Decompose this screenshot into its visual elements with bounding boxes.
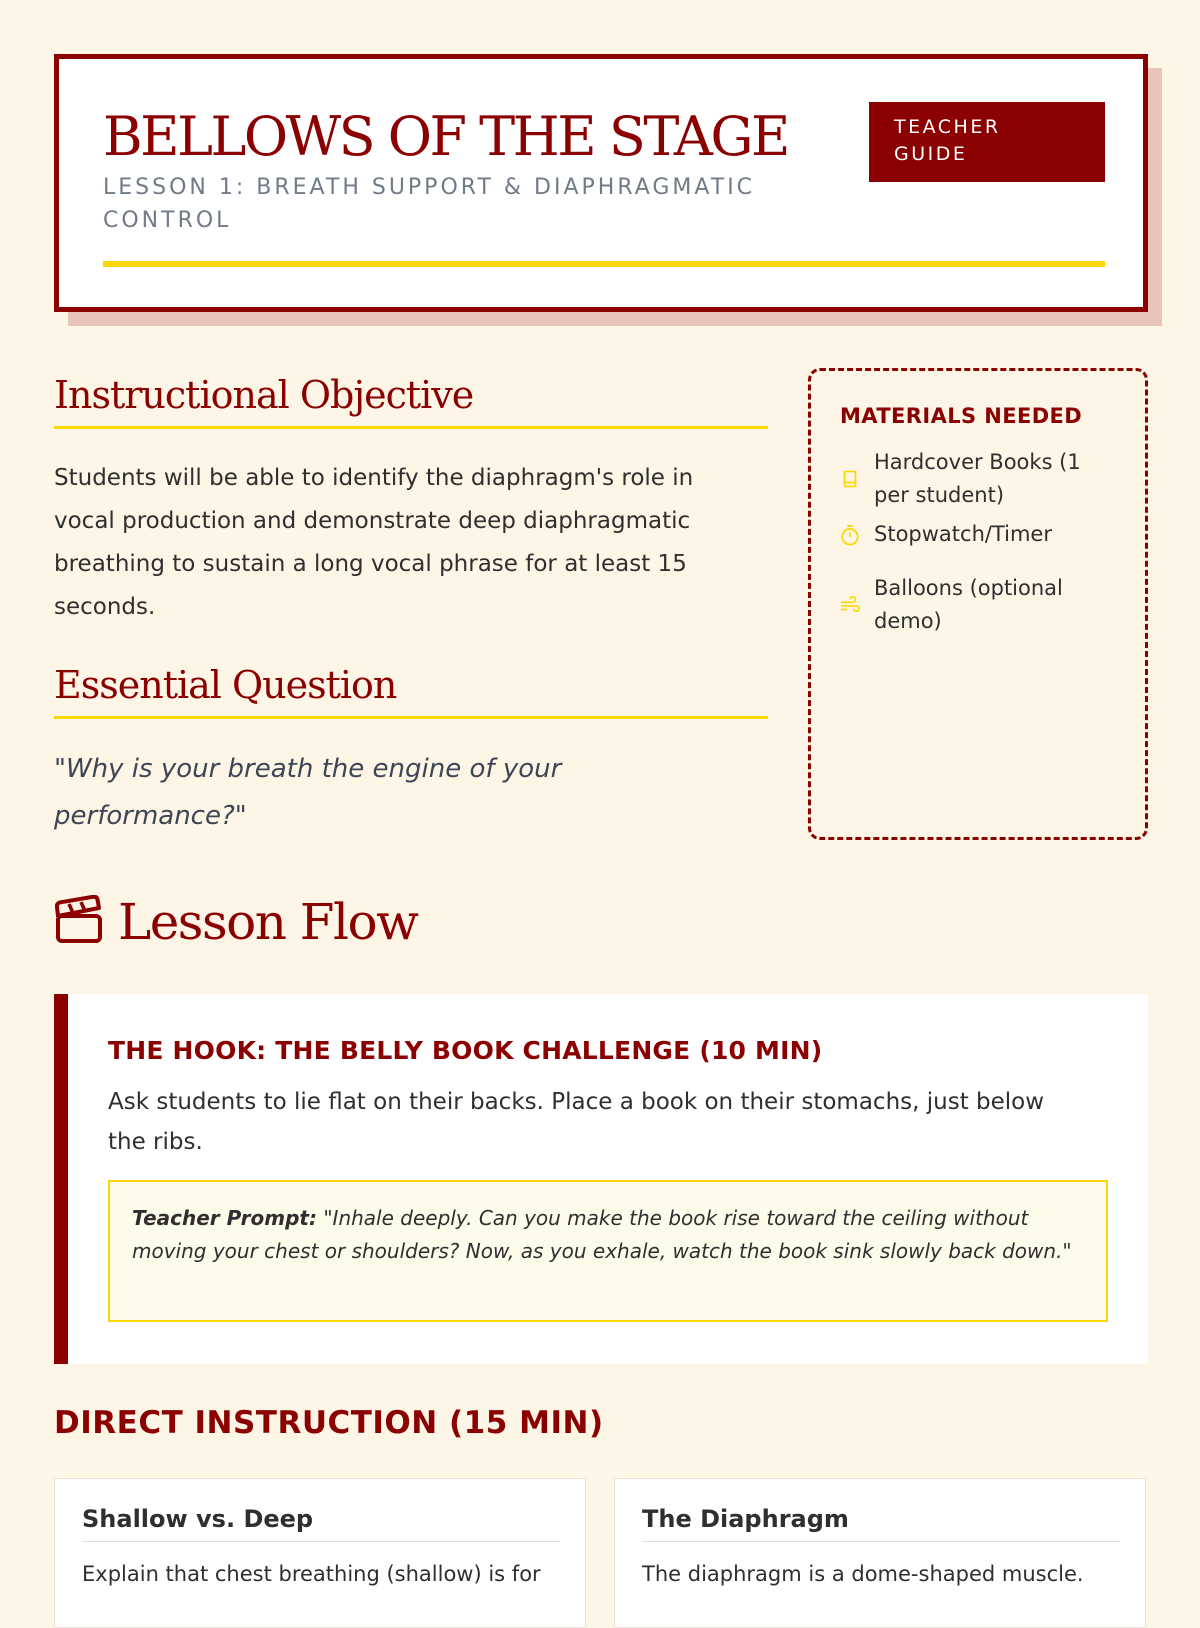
header-card [54,54,1148,312]
materials-title: MATERIALS NEEDED [840,404,1083,428]
material-label: Hardcover Books (1 per student) [874,450,1081,507]
wind-icon [840,596,860,614]
teacher-prompt-label: Teacher Prompt: [132,1206,317,1230]
book-icon [840,470,860,488]
materials-box [808,368,1148,840]
instruction-card-shallow-deep [54,1478,586,1628]
stopwatch-icon [840,523,860,547]
lesson-subtitle: LESSON 1: BREATH SUPPORT & DIAPHRAGMATIC CONTROL [103,175,756,233]
clapperboard-icon [54,895,104,949]
card-text: The diaphragm is a dome-shaped muscle. [642,1562,1084,1586]
card-text: Explain that chest breathing (shallow) is for [82,1562,541,1586]
teacher-guide-badge: TEACHER GUIDE [869,102,1105,182]
header-divider [103,261,1105,267]
page-title: BELLOWS OF THE STAGE [103,105,788,168]
material-label: Balloons (optional demo) [874,576,1063,633]
objective-heading: Instructional Objective [54,372,768,429]
instruction-card-diaphragm [614,1478,1146,1628]
direct-instruction-heading: DIRECT INSTRUCTION (15 MIN) [54,1405,604,1441]
lesson-flow-heading [54,892,417,952]
hook-title: THE HOOK: THE BELLY BOOK CHALLENGE (10 MIN) [108,1036,823,1065]
material-item-stopwatch [840,518,1120,551]
teacher-prompt-text: "Inhale deeply. Can you make the book rise toward the ceiling without moving your chest or shoulders? Now, as you exhale, watch the book sink slowly back down." [132,1206,1072,1263]
card-title: Shallow vs. Deep [82,1505,560,1542]
card-title: The Diaphragm [642,1505,1120,1542]
lesson-flow-title: Lesson Flow [118,893,418,951]
hook-text: Ask students to lie flat on their backs. Place a book on their stomachs, just below the ribs. [108,1089,1045,1155]
material-label: Stopwatch/Timer [874,522,1052,546]
hook-card [54,994,1148,1364]
essential-question-heading: Essential Question [54,662,768,719]
material-item-books [840,446,1120,512]
essential-question-text: "Why is your breath the engine of your performance?" [54,754,562,831]
material-item-balloons [840,572,1120,638]
objective-text: Students will be able to identify the diaphragm's role in vocal production and demonstrate deep diaphragmatic breathing to sustain a long vocal phrase for at least 15 seconds. [54,465,694,620]
teacher-prompt-box [108,1180,1108,1322]
